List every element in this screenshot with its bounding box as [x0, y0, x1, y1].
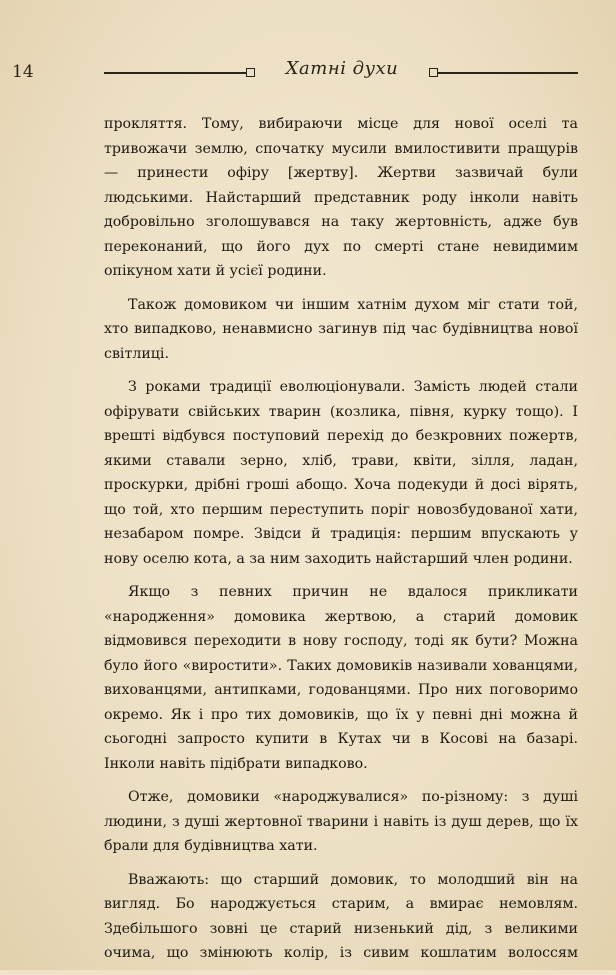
header-rule-left-end-ornament — [246, 68, 255, 77]
running-title: Хатні духи — [285, 58, 399, 79]
paragraph-continued: прокляття. Тому, вибираючи місце для нової оселі та тривожачи землю, спочатку мусили вмилостивити пращурів — принести офіру [жертву]. Жертви зазвичай були людськими. Найстарший представник роду інколи навіть добровільно зголошувався на таку жертовність, адже був переконаний, що його дух по смерті стане невидимим опікуном хати й усієї родини. — [104, 116, 578, 279]
header-rule-right — [438, 72, 578, 74]
paragraph: Також домовиком чи іншим хатнім духом міг стати той, хто випадково, ненавмисно загинув під час будівництва нової світлиці. — [104, 296, 578, 362]
header-rule-right-end-ornament — [429, 68, 438, 77]
paragraph: З роками традиції еволюціонували. Замість людей стали офірувати свійських тварин (козлика, півня, курку тощо). І врешті відбувся поступовий перехід до безкровних пожертв, якими ставали зерно, хліб, трави, квіти, зілля, ладан, проскурки, дрібні гроші абощо. Хоча подекуди й досі вірять, що той, хто першим переступить поріг новозбудованої хати, незабаром помре. Звідси й традиція: першим впускають у нову оселю кота, а за ним заходить найстарший член родини. — [104, 379, 578, 567]
paragraph-continues: Вважають: що старший домовик, то молодший він на вигляд. Бо народжується старим, а вмирає немовлям. Здебільшого зовні це старий низенький дід, з великими очима, що змінюють колір, із сивим кошлатим волоссям — [104, 871, 578, 961]
body-text — [104, 112, 578, 975]
page-number: 14 — [12, 62, 34, 82]
paragraph: Отже, домовики «народжувалися» по-різному: з душі людини, з душі жертовної тварини і навіть із душ дерев, що їх брали для будівництва хати. — [104, 789, 578, 854]
header-rule-left — [104, 72, 246, 74]
paragraph: Якщо з певних причин не вдалося прикликати «народження» домовика жертвою, а старий домовик відмовився переходити в нову господу, тоді як бути? Можна було його «виростити». Таких домовиків називали хованцями, вихованцями, антипками, годованцями. Про них поговоримо окремо. Як і про тих домовиків, що їх у певні дні можна й сьогодні запросто купити в Кутах чи в Косові на базарі. Інколи навіть підібрати випадково. — [104, 584, 578, 772]
